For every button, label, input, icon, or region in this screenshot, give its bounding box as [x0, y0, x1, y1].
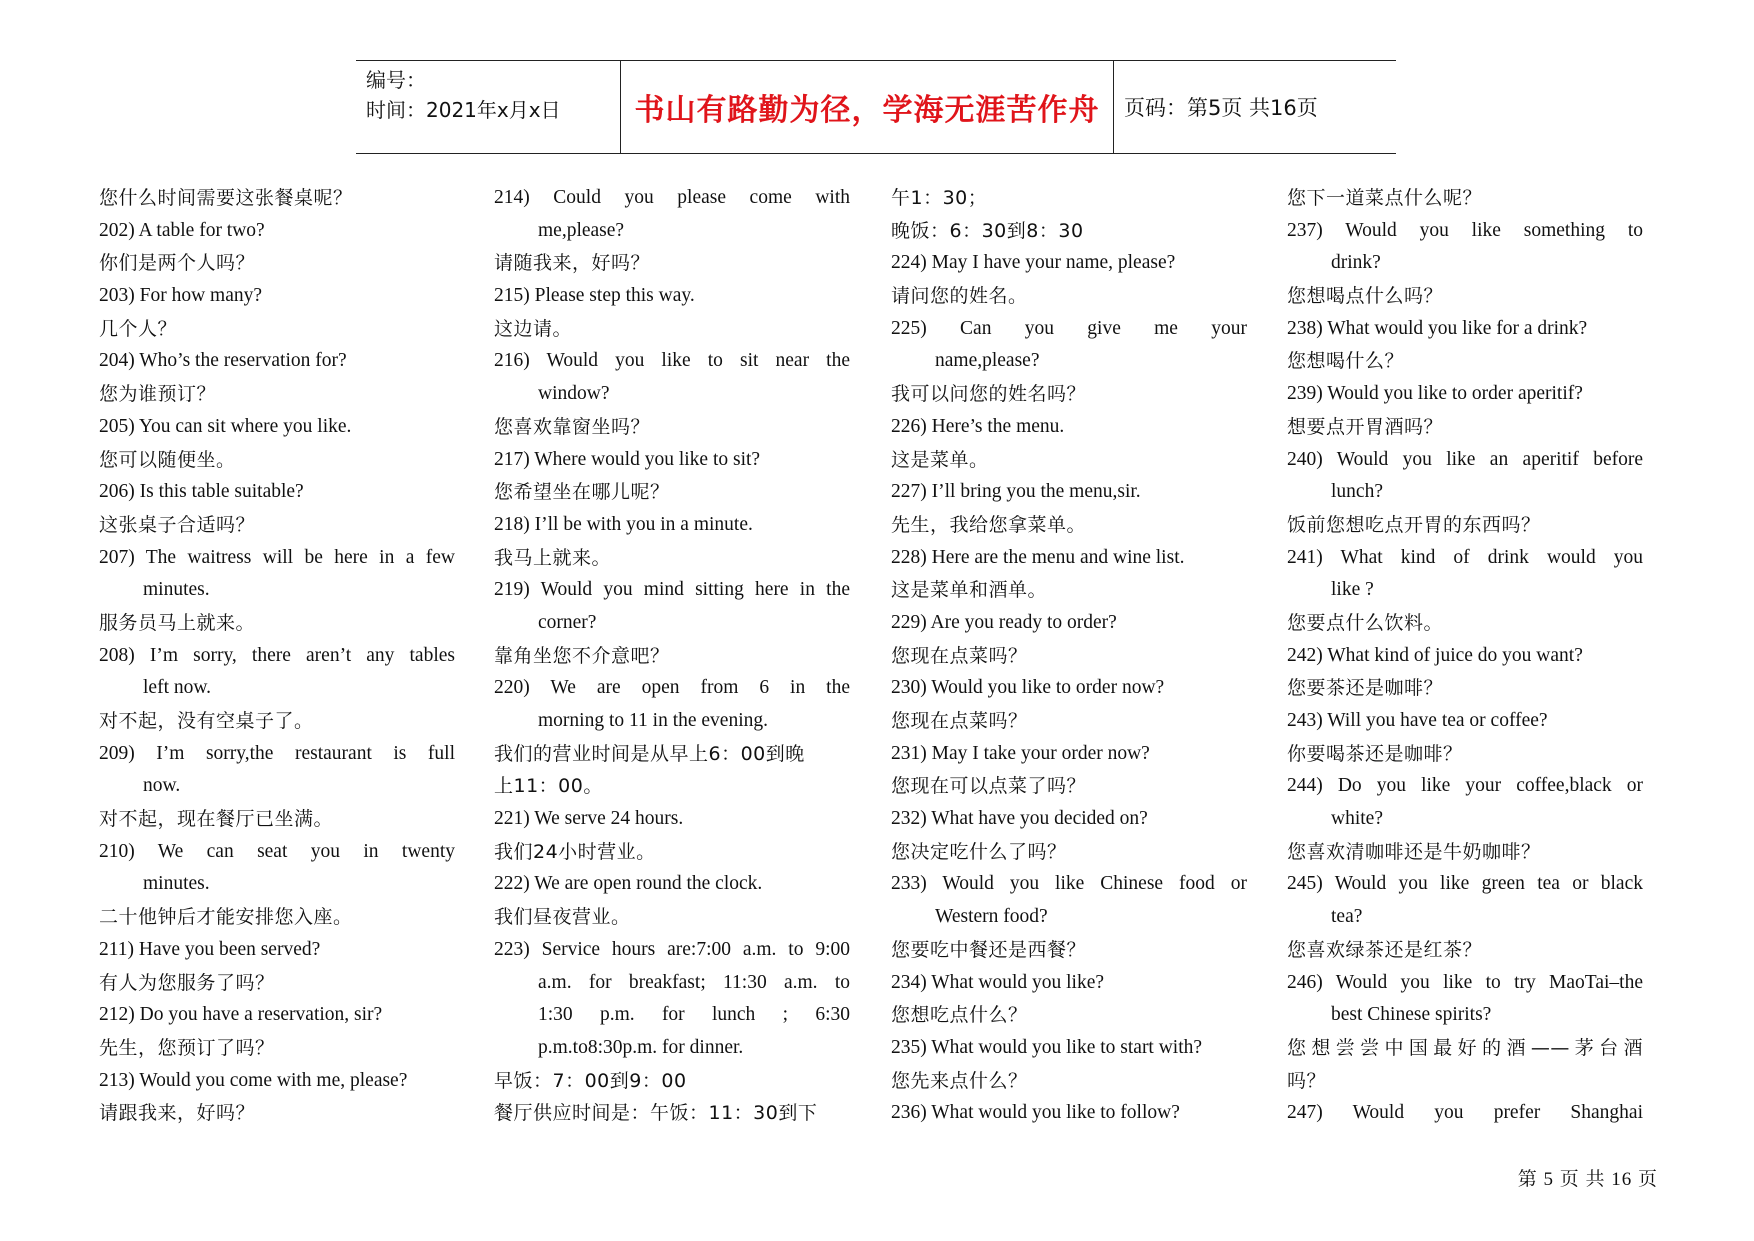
chinese-translation-line: 您想喝什么？ [1287, 350, 1405, 373]
chinese-translation-line: 对不起，没有空桌子了。 [99, 710, 314, 732]
chinese-translation-line: 请跟我来，好吗？ [99, 1102, 256, 1125]
english-phrase-line: 204) Who’s the reservation for? [99, 350, 347, 372]
chinese-translation-line: 早饭：7：00到9：00 [494, 1069, 687, 1092]
english-phrase-line: name,please? [935, 350, 1040, 372]
header-motto-cell [620, 61, 1114, 153]
chinese-translation-line: 我马上就来。 [494, 546, 612, 569]
english-phrase-line: p.m.to8:30p.m. for dinner. [538, 1036, 744, 1058]
page-info: 页码：第5页 共16页 [1124, 96, 1318, 120]
chinese-translation-line: 您什么时间需要这张餐桌呢？ [99, 187, 353, 209]
english-phrase-line: 210) We can seat you in twenty [99, 840, 455, 862]
english-phrase-line: 242) What kind of juice do you want? [1287, 644, 1583, 666]
chinese-translation-line: 您现在点菜吗？ [891, 644, 1028, 667]
english-phrase-line: 221) We serve 24 hours. [494, 808, 684, 830]
english-phrase-line: 238) What would you like for a drink? [1287, 317, 1588, 339]
english-phrase-line: window? [538, 383, 610, 405]
english-phrase-line: 227) I’ll bring you the menu,sir. [891, 481, 1141, 503]
english-phrase-line: 241) What kind of drink would you [1287, 546, 1643, 568]
english-phrase-line: 214) Could you please come with [494, 187, 850, 208]
english-phrase-line: 234) What would you like? [891, 971, 1105, 993]
english-phrase-line: 202) A table for two? [99, 219, 265, 241]
chinese-translation-line: 饭前您想吃点开胃的东西吗？ [1287, 513, 1541, 536]
page-footer: 第 5 页 共 16 页 [1517, 1169, 1658, 1190]
number-label: 编号： [366, 68, 426, 92]
english-phrase-line: white? [1331, 808, 1383, 830]
chinese-translation-line: 您喜欢清咖啡还是牛奶咖啡？ [1287, 840, 1541, 863]
chinese-translation-line: 您决定吃什么了吗？ [891, 840, 1067, 863]
english-phrase-line: 243) Will you have tea or coffee? [1287, 710, 1548, 731]
english-phrase-line: 1:30 p.m. for lunch ; 6:30 [538, 1004, 850, 1026]
chinese-translation-line: 靠角坐您不介意吧？ [494, 644, 670, 667]
english-phrase-line: 228) Here are the menu and wine list. [891, 546, 1185, 568]
chinese-translation-line: 先生，您预订了吗？ [99, 1036, 275, 1059]
chinese-translation-line: 上11：00。 [494, 775, 603, 798]
chinese-translation-line: 您下一道菜点什么呢？ [1287, 187, 1483, 209]
chinese-translation-line: 我们的营业时间是从早上6：00到晚 [494, 742, 805, 765]
english-phrase-line: 239) Would you like to order aperitif? [1287, 383, 1583, 405]
chinese-translation-line: 请问您的姓名。 [891, 285, 1028, 308]
column-1 [99, 182, 455, 1130]
header-meta [356, 61, 620, 153]
english-phrase-line: 206) Is this table suitable? [99, 481, 304, 503]
chinese-translation-line: 这是菜单。 [891, 448, 989, 471]
chinese-translation-line: 这张桌子合适吗？ [99, 513, 256, 536]
english-phrase-line: left now. [143, 677, 212, 699]
chinese-translation-line: 二十他钟后才能安排您入座。 [99, 906, 353, 929]
english-phrase-line: 216) Would you like to sit near the [494, 350, 850, 372]
motto: 书山有路勤为径，学海无涯苦作舟 [634, 93, 1100, 128]
english-phrase-line: 230) Would you like to order now? [891, 677, 1165, 699]
english-phrase-line: 225) Can you give me your [891, 317, 1247, 339]
english-phrase-line: now. [143, 775, 181, 797]
chinese-translation-line: 晚饭：6：30到8：30 [891, 219, 1084, 242]
chinese-translation-line: 您要茶还是咖啡？ [1287, 677, 1444, 700]
english-phrase-line: 213) Would you come with me, please? [99, 1069, 408, 1091]
chinese-translation-line: 你要喝茶还是咖啡？ [1287, 742, 1463, 765]
english-phrase-line: 222) We are open round the clock. [494, 873, 763, 895]
english-phrase-line: 212) Do you have a reservation, sir? [99, 1004, 383, 1026]
time-label: 时间：2021年x月x日 [366, 98, 561, 122]
english-phrase-line: lunch? [1331, 481, 1383, 503]
chinese-translation-line: 您想喝点什么吗？ [1287, 285, 1444, 308]
english-phrase-line: best Chinese spirits? [1331, 1004, 1492, 1026]
english-phrase-line: 224) May I have your name, please? [891, 252, 1176, 274]
english-phrase-line: 208) I’m sorry, there aren’t any tables [99, 644, 455, 666]
chinese-translation-line: 想要点开胃酒吗？ [1287, 415, 1444, 438]
chinese-translation-line: 您喜欢靠窗坐吗？ [494, 415, 651, 438]
document-header [356, 60, 1396, 154]
english-phrase-line: 209) I’m sorry,the restaurant is full [99, 742, 455, 764]
english-phrase-line: tea? [1331, 906, 1363, 928]
english-phrase-line: 247) Would you prefer Shanghai [1287, 1102, 1643, 1124]
english-phrase-line: morning to 11 in the evening. [538, 710, 768, 731]
english-phrase-line: 245) Would you like green tea or black [1287, 873, 1643, 895]
english-phrase-line: Western food? [935, 906, 1048, 928]
english-phrase-line: 231) May I take your order now? [891, 742, 1150, 764]
english-phrase-line: 244) Do you like your coffee,black or [1287, 775, 1643, 797]
chinese-translation-line: 请随我来，好吗？ [494, 252, 651, 275]
chinese-translation-line: 吗？ [1287, 1069, 1327, 1092]
english-phrase-line: 237) Would you like something to [1287, 219, 1643, 241]
chinese-translation-line: 您可以随便坐。 [99, 448, 236, 471]
chinese-translation-line: 您希望坐在哪儿呢？ [494, 481, 670, 504]
english-phrase-line: minutes. [143, 873, 210, 895]
chinese-translation-line: 您想吃点什么？ [891, 1004, 1028, 1027]
chinese-translation-line: 这是菜单和酒单。 [891, 579, 1048, 602]
english-phrase-line: 240) Would you like an aperitif before [1287, 448, 1643, 470]
chinese-translation-line: 我可以问您的姓名吗？ [891, 383, 1087, 406]
column-2 [494, 182, 850, 1130]
english-phrase-line: 236) What would you like to follow? [891, 1102, 1180, 1124]
chinese-translation-line: 有人为您服务了吗？ [99, 971, 275, 994]
chinese-translation-line: 对不起，现在餐厅已坐满。 [99, 808, 334, 831]
english-phrase-line: 220) We are open from 6 in the [494, 677, 850, 699]
chinese-translation-line: 您现在可以点菜了吗？ [891, 775, 1087, 798]
english-phrase-line: 226) Here’s the menu. [891, 415, 1065, 437]
chinese-translation-line: 您想尝尝中国最好的酒——茅台酒 [1287, 1036, 1643, 1059]
english-phrase-line: 215) Please step this way. [494, 285, 695, 307]
chinese-translation-line: 午1：30； [891, 187, 988, 209]
english-phrase-line: like ? [1331, 579, 1374, 601]
chinese-translation-line: 您现在点菜吗？ [891, 710, 1028, 732]
chinese-translation-line: 这边请。 [494, 317, 573, 340]
chinese-translation-line: 餐厅供应时间是：午饭：11：30到下 [494, 1102, 818, 1125]
english-phrase-line: 232) What have you decided on? [891, 808, 1148, 830]
chinese-translation-line: 你们是两个人吗？ [99, 252, 256, 275]
english-phrase-line: minutes. [143, 579, 210, 601]
english-phrase-line: 207) The waitress will be here in a few [99, 546, 455, 568]
chinese-translation-line: 几个人？ [99, 317, 178, 340]
english-phrase-line: 233) Would you like Chinese food or [891, 873, 1247, 895]
english-phrase-line: 246) Would you like to try MaoTai–the [1287, 971, 1643, 993]
english-phrase-line: 229) Are you ready to order? [891, 611, 1117, 633]
chinese-translation-line: 先生，我给您拿菜单。 [891, 513, 1087, 536]
chinese-translation-line: 我们24小时营业。 [494, 840, 656, 863]
english-phrase-line: 219) Would you mind sitting here in the [494, 579, 850, 601]
phrase-columns [99, 182, 1657, 1142]
english-phrase-line: drink? [1331, 252, 1381, 274]
english-phrase-line: me,please? [538, 219, 625, 241]
chinese-translation-line: 您为谁预订？ [99, 383, 217, 406]
chinese-translation-line: 您喜欢绿茶还是红茶？ [1287, 938, 1483, 961]
column-3 [891, 182, 1247, 1130]
chinese-translation-line: 您先来点什么？ [891, 1069, 1028, 1092]
english-phrase-line: 205) You can sit where you like. [99, 415, 352, 437]
chinese-translation-line: 服务员马上就来。 [99, 611, 256, 634]
english-phrase-line: 203) For how many? [99, 285, 263, 307]
english-phrase-line: 217) Where would you like to sit? [494, 448, 761, 470]
chinese-translation-line: 您要点什么饮料。 [1287, 611, 1444, 634]
english-phrase-line: 211) Have you been served? [99, 938, 321, 960]
english-phrase-line: a.m. for breakfast; 11:30 a.m. to [538, 971, 850, 993]
english-phrase-line: 218) I’ll be with you in a minute. [494, 513, 753, 535]
header-page-info-cell [1114, 61, 1396, 153]
english-phrase-line: 223) Service hours are:7:00 a.m. to 9:00 [494, 938, 850, 960]
chinese-translation-line: 我们昼夜营业。 [494, 906, 631, 929]
english-phrase-line: 235) What would you like to start with? [891, 1036, 1203, 1058]
chinese-translation-line: 您要吃中餐还是西餐？ [891, 938, 1087, 961]
english-phrase-line: corner? [538, 611, 597, 633]
column-4 [1287, 182, 1643, 1130]
